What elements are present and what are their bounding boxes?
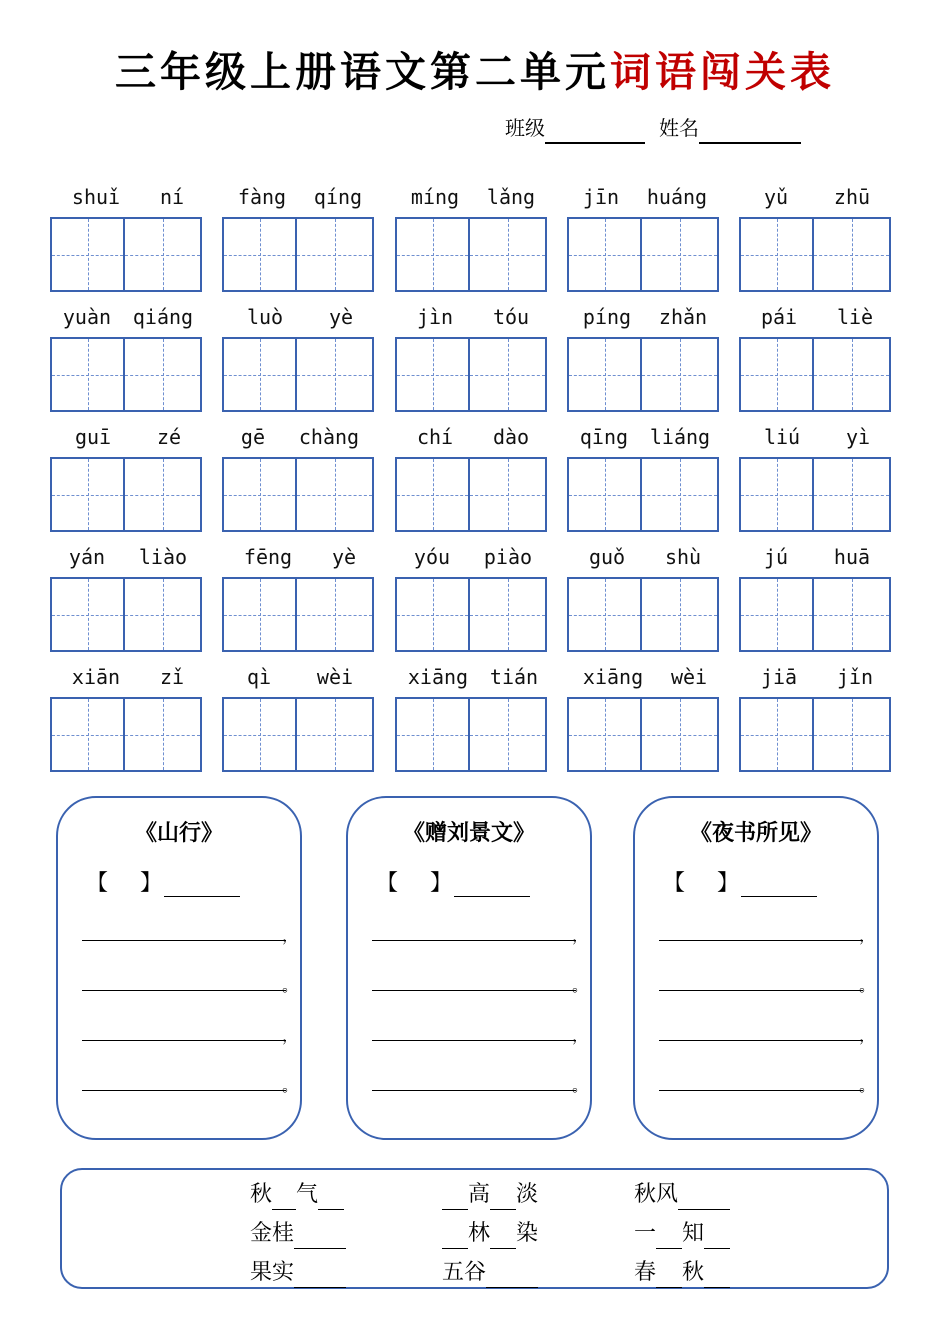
pinyin-syllable: wèi xyxy=(670,665,708,689)
poem-line-field[interactable] xyxy=(372,970,588,995)
pinyin-label xyxy=(50,302,206,334)
pinyin-syllable: wèi xyxy=(316,665,354,689)
pinyin-syllable: liè xyxy=(836,305,874,329)
pinyin-syllable: jǐn xyxy=(836,665,874,689)
tianzige-pair xyxy=(50,457,206,532)
blank-field[interactable] xyxy=(294,1265,346,1288)
bracket-close: 】 xyxy=(140,871,163,896)
phrase-item: 高 淡 xyxy=(442,1180,538,1210)
poem-author-row xyxy=(663,866,817,897)
bracket-close: 】 xyxy=(430,871,453,896)
class-field[interactable] xyxy=(545,120,645,144)
tianzige-box[interactable] xyxy=(297,337,374,412)
author-field[interactable] xyxy=(454,876,530,897)
tianzige-box[interactable] xyxy=(470,217,547,292)
tianzige-pair xyxy=(50,217,206,292)
tianzige-box[interactable] xyxy=(739,457,814,532)
pinyin-syllable: xiān xyxy=(71,665,121,689)
word-cell xyxy=(50,302,206,412)
blank-field[interactable] xyxy=(442,1187,468,1210)
pinyin-syllable: gē xyxy=(240,425,266,449)
pinyin-label xyxy=(739,422,895,454)
pinyin-syllable: qì xyxy=(246,665,272,689)
tianzige-pair xyxy=(567,457,723,532)
tianzige-box[interactable] xyxy=(814,457,891,532)
pinyin-syllable: yè xyxy=(328,305,354,329)
word-cell xyxy=(567,182,723,292)
pinyin-label xyxy=(395,182,551,214)
pinyin-syllable: píng xyxy=(582,305,632,329)
pinyin-syllable: zé xyxy=(156,425,182,449)
pinyin-syllable: piào xyxy=(483,545,533,569)
pinyin-label xyxy=(222,662,378,694)
pinyin-syllable: zhū xyxy=(833,185,871,209)
tianzige-box[interactable] xyxy=(297,217,374,292)
phrase-item: 果实 xyxy=(250,1258,346,1288)
tianzige-pair xyxy=(567,217,723,292)
poem-line-field[interactable] xyxy=(82,1020,298,1045)
pinyin-syllable: qiáng xyxy=(132,305,194,329)
punctuation: ， xyxy=(571,926,588,945)
poem-line-field[interactable] xyxy=(372,1020,588,1045)
pinyin-label xyxy=(50,662,206,694)
tianzige-box[interactable] xyxy=(395,577,470,652)
tianzige-box[interactable] xyxy=(739,217,814,292)
pinyin-syllable: guī xyxy=(74,425,112,449)
tianzige-box[interactable] xyxy=(395,457,470,532)
pinyin-label xyxy=(395,302,551,334)
poem-line-field[interactable] xyxy=(82,970,298,995)
pinyin-syllable: yán xyxy=(68,545,106,569)
pinyin-row xyxy=(50,302,900,422)
tianzige-box[interactable] xyxy=(297,697,374,772)
punctuation: ， xyxy=(571,1026,588,1045)
pinyin-label xyxy=(739,182,895,214)
phrase-item: 五谷 xyxy=(442,1258,538,1288)
pinyin-label xyxy=(739,542,895,574)
bracket-close: 】 xyxy=(717,871,740,896)
word-cell xyxy=(222,662,378,772)
pinyin-syllable: xiāng xyxy=(582,665,644,689)
poem-author-row xyxy=(376,866,530,897)
tianzige-box[interactable] xyxy=(222,697,297,772)
poem-line-field[interactable] xyxy=(659,920,875,945)
pinyin-syllable: jīn xyxy=(582,185,620,209)
poem-card-zengliujingwen xyxy=(346,796,592,1140)
punctuation: 。 xyxy=(571,976,588,995)
poem-title: 《山行》 xyxy=(134,821,223,846)
pinyin-syllable: liáng xyxy=(649,425,711,449)
punctuation: 。 xyxy=(281,1076,298,1095)
tianzige-box[interactable] xyxy=(125,577,202,652)
author-field[interactable] xyxy=(741,876,817,897)
pinyin-label xyxy=(50,182,206,214)
word-cell xyxy=(567,302,723,412)
phrase-item: 金桂 xyxy=(250,1219,346,1249)
pinyin-row xyxy=(50,662,900,782)
pinyin-syllable: luò xyxy=(246,305,284,329)
pinyin-syllable: shù xyxy=(664,545,702,569)
tianzige-box[interactable] xyxy=(50,697,125,772)
tianzige-box[interactable] xyxy=(567,577,642,652)
tianzige-box[interactable] xyxy=(50,457,125,532)
pinyin-label xyxy=(567,422,723,454)
tianzige-box[interactable] xyxy=(297,577,374,652)
word-cell xyxy=(222,422,378,532)
punctuation: ， xyxy=(858,1026,875,1045)
word-cell xyxy=(739,302,895,412)
tianzige-pair xyxy=(567,337,723,412)
word-cell xyxy=(395,422,551,532)
blank-field[interactable] xyxy=(486,1265,538,1288)
blank-field[interactable] xyxy=(490,1187,516,1210)
tianzige-box[interactable] xyxy=(222,337,297,412)
tianzige-pair xyxy=(222,457,378,532)
pinyin-syllable: liú xyxy=(763,425,801,449)
tianzige-box[interactable] xyxy=(642,697,719,772)
tianzige-pair xyxy=(50,577,206,652)
tianzige-box[interactable] xyxy=(125,697,202,772)
tianzige-box[interactable] xyxy=(814,217,891,292)
tianzige-pair xyxy=(50,337,206,412)
blank-field[interactable] xyxy=(656,1226,682,1249)
tianzige-box[interactable] xyxy=(642,577,719,652)
pinyin-syllable: huáng xyxy=(646,185,708,209)
tianzige-pair xyxy=(567,577,723,652)
phrase-item: 秋 气 xyxy=(250,1180,344,1210)
word-cell xyxy=(739,422,895,532)
punctuation: ， xyxy=(281,926,298,945)
tianzige-pair xyxy=(739,337,895,412)
punctuation: ， xyxy=(858,926,875,945)
tianzige-pair xyxy=(395,577,551,652)
tianzige-box[interactable] xyxy=(50,577,125,652)
pinyin-syllable: zǐ xyxy=(159,665,185,689)
word-cell xyxy=(222,302,378,412)
pinyin-syllable: tián xyxy=(489,665,539,689)
tianzige-box[interactable] xyxy=(50,337,125,412)
bracket-open: 【 xyxy=(86,871,109,896)
tianzige-box[interactable] xyxy=(814,337,891,412)
tianzige-box[interactable] xyxy=(125,337,202,412)
tianzige-box[interactable] xyxy=(222,457,297,532)
tianzige-pair xyxy=(222,217,378,292)
pinyin-row xyxy=(50,542,900,662)
word-cell xyxy=(739,662,895,772)
word-cell xyxy=(739,542,895,652)
tianzige-box[interactable] xyxy=(567,697,642,772)
title-main: 三年级上册语文第二单元 xyxy=(115,48,610,96)
pinyin-row xyxy=(50,422,900,542)
pinyin-label xyxy=(739,302,895,334)
tianzige-box[interactable] xyxy=(125,217,202,292)
pinyin-label xyxy=(222,182,378,214)
tianzige-pair xyxy=(50,697,206,772)
pinyin-row xyxy=(50,182,900,302)
blank-field[interactable] xyxy=(318,1187,344,1210)
pinyin-syllable: dào xyxy=(492,425,530,449)
phrase-item: 一 知 xyxy=(634,1219,730,1249)
tianzige-box[interactable] xyxy=(222,577,297,652)
class-label: 班级 xyxy=(505,116,545,140)
tianzige-box[interactable] xyxy=(739,337,814,412)
tianzige-box[interactable] xyxy=(470,577,547,652)
blank-field[interactable] xyxy=(704,1265,730,1288)
tianzige-pair xyxy=(395,217,551,292)
blank-field[interactable] xyxy=(442,1226,468,1249)
word-cell xyxy=(395,542,551,652)
poem-author-row xyxy=(86,866,240,897)
tianzige-box[interactable] xyxy=(642,337,719,412)
bracket-open: 【 xyxy=(663,871,686,896)
class-name-info xyxy=(505,112,815,144)
tianzige-pair xyxy=(395,337,551,412)
word-cell xyxy=(222,182,378,292)
pinyin-syllable: yè xyxy=(331,545,357,569)
title-highlight: 词语闯关表 xyxy=(610,48,835,96)
punctuation: ， xyxy=(281,1026,298,1045)
tianzige-pair xyxy=(739,577,895,652)
punctuation: 。 xyxy=(858,1076,875,1095)
punctuation: 。 xyxy=(281,976,298,995)
phrase-item: 林 染 xyxy=(442,1219,538,1249)
tianzige-box[interactable] xyxy=(470,457,547,532)
tianzige-pair xyxy=(222,577,378,652)
pinyin-syllable: shuǐ xyxy=(71,185,121,209)
word-cell xyxy=(395,662,551,772)
blank-field[interactable] xyxy=(678,1187,730,1210)
word-cell xyxy=(395,182,551,292)
word-cell xyxy=(739,182,895,292)
pinyin-syllable: yóu xyxy=(413,545,451,569)
poem-card-shanxing xyxy=(56,796,302,1140)
tianzige-box[interactable] xyxy=(297,457,374,532)
pinyin-label xyxy=(222,422,378,454)
pinyin-syllable: míng xyxy=(410,185,460,209)
tianzige-box[interactable] xyxy=(739,577,814,652)
blank-field[interactable] xyxy=(656,1265,682,1288)
pinyin-syllable: tóu xyxy=(492,305,530,329)
pinyin-label xyxy=(567,302,723,334)
tianzige-box[interactable] xyxy=(50,217,125,292)
word-cell xyxy=(567,542,723,652)
bracket-open: 【 xyxy=(376,871,399,896)
pinyin-syllable: fàng xyxy=(237,185,287,209)
tianzige-box[interactable] xyxy=(470,697,547,772)
tianzige-pair xyxy=(395,457,551,532)
word-cell xyxy=(50,422,206,532)
blank-field[interactable] xyxy=(490,1226,516,1249)
pinyin-label xyxy=(739,662,895,694)
poem-line-field[interactable] xyxy=(82,920,298,945)
tianzige-box[interactable] xyxy=(814,697,891,772)
pinyin-syllable: qíng xyxy=(313,185,363,209)
word-cell xyxy=(50,182,206,292)
poem-card-yeshusuojian xyxy=(633,796,879,1140)
poem-line-field[interactable] xyxy=(82,1070,298,1095)
tianzige-box[interactable] xyxy=(222,217,297,292)
pinyin-label xyxy=(50,542,206,574)
name-label: 姓名 xyxy=(659,116,699,140)
tianzige-box[interactable] xyxy=(642,457,719,532)
pinyin-label xyxy=(222,302,378,334)
blank-field[interactable] xyxy=(272,1187,296,1210)
tianzige-box[interactable] xyxy=(567,217,642,292)
poem-line-field[interactable] xyxy=(659,1020,875,1045)
word-cell xyxy=(50,542,206,652)
punctuation: 。 xyxy=(858,976,875,995)
poem-line-field[interactable] xyxy=(372,1070,588,1095)
poem-line-field[interactable] xyxy=(372,920,588,945)
pinyin-syllable: liào xyxy=(138,545,188,569)
pinyin-label xyxy=(395,542,551,574)
blank-field[interactable] xyxy=(704,1226,730,1249)
tianzige-box[interactable] xyxy=(470,337,547,412)
poem-line-field[interactable] xyxy=(659,1070,875,1095)
tianzige-pair xyxy=(222,337,378,412)
pinyin-label xyxy=(395,662,551,694)
word-cell xyxy=(567,662,723,772)
pinyin-syllable: pái xyxy=(760,305,798,329)
pinyin-syllable: zhǎn xyxy=(658,305,708,329)
blank-field[interactable] xyxy=(294,1226,346,1249)
poem-title: 《夜书所见》 xyxy=(689,821,822,846)
pinyin-syllable: fēng xyxy=(243,545,293,569)
tianzige-box[interactable] xyxy=(125,457,202,532)
pinyin-syllable: jìn xyxy=(416,305,454,329)
name-field[interactable] xyxy=(699,120,801,144)
tianzige-pair xyxy=(395,697,551,772)
pinyin-syllable: jú xyxy=(763,545,789,569)
phrase-item: 春 秋 xyxy=(634,1258,730,1288)
pinyin-label xyxy=(395,422,551,454)
tianzige-pair xyxy=(222,697,378,772)
pinyin-label xyxy=(567,542,723,574)
tianzige-box[interactable] xyxy=(567,337,642,412)
pinyin-syllable: yì xyxy=(845,425,871,449)
tianzige-box[interactable] xyxy=(642,217,719,292)
tianzige-box[interactable] xyxy=(739,697,814,772)
pinyin-syllable: yǔ xyxy=(763,185,789,209)
word-cell xyxy=(50,662,206,772)
page-title xyxy=(0,42,950,102)
pinyin-syllable: jiā xyxy=(760,665,798,689)
phrase-fill-box xyxy=(60,1168,889,1289)
pinyin-syllable: qīng xyxy=(579,425,629,449)
pinyin-syllable: guǒ xyxy=(588,545,626,569)
word-cell xyxy=(222,542,378,652)
tianzige-box[interactable] xyxy=(395,217,470,292)
tianzige-pair xyxy=(739,457,895,532)
pinyin-label xyxy=(567,182,723,214)
word-cell xyxy=(567,422,723,532)
tianzige-pair xyxy=(567,697,723,772)
tianzige-box[interactable] xyxy=(567,457,642,532)
pinyin-syllable: chàng xyxy=(298,425,360,449)
phrase-item: 秋风 xyxy=(634,1180,730,1210)
tianzige-box[interactable] xyxy=(395,697,470,772)
pinyin-label xyxy=(567,662,723,694)
tianzige-box[interactable] xyxy=(814,577,891,652)
tianzige-pair xyxy=(739,697,895,772)
tianzige-box[interactable] xyxy=(395,337,470,412)
punctuation: 。 xyxy=(571,1076,588,1095)
author-field[interactable] xyxy=(164,876,240,897)
poem-title: 《赠刘景文》 xyxy=(402,821,535,846)
poem-line-field[interactable] xyxy=(659,970,875,995)
tianzige-pair xyxy=(739,217,895,292)
pinyin-syllable: lǎng xyxy=(486,185,536,209)
word-cell xyxy=(395,302,551,412)
pinyin-label xyxy=(222,542,378,574)
pinyin-syllable: xiāng xyxy=(407,665,469,689)
pinyin-grid xyxy=(50,182,900,782)
pinyin-syllable: huā xyxy=(833,545,871,569)
pinyin-syllable: chí xyxy=(416,425,454,449)
pinyin-syllable: yuàn xyxy=(62,305,112,329)
pinyin-syllable: ní xyxy=(159,185,185,209)
pinyin-label xyxy=(50,422,206,454)
